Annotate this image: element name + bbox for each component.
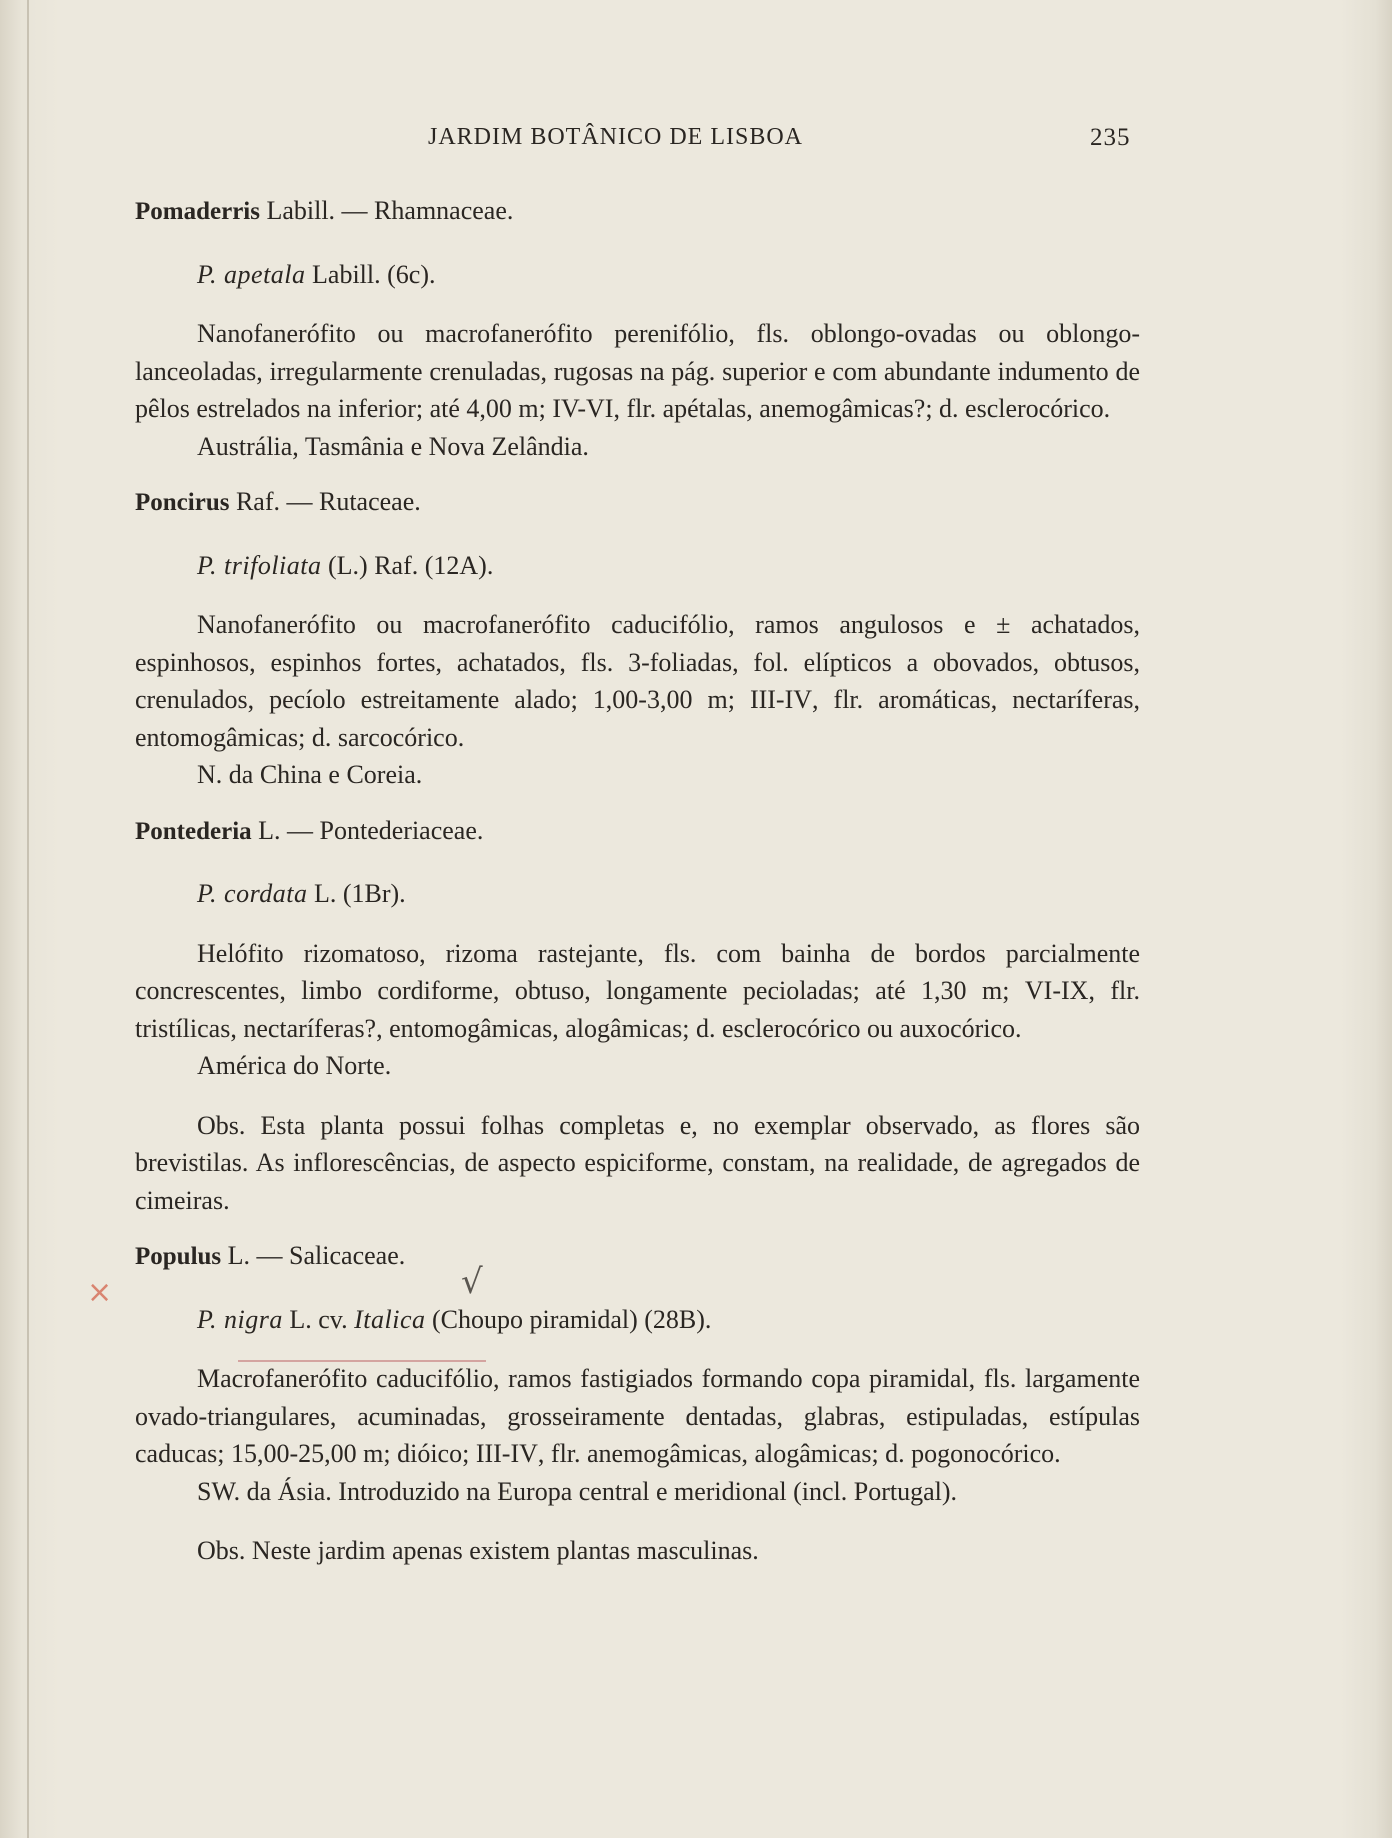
distribution: Austrália, Tasmânia e Nova Zelândia. xyxy=(197,431,589,461)
entry-pontederia xyxy=(135,812,1140,1220)
distribution: N. da China e Coreia. xyxy=(197,760,423,789)
description-text xyxy=(135,315,1140,428)
entry-poncirus xyxy=(135,483,1140,794)
genus-name: Pontederia xyxy=(135,817,252,845)
genus-authority: L. — Salicaceae. xyxy=(227,1241,406,1270)
page-header xyxy=(0,120,1392,160)
genus-name: Poncirus xyxy=(135,489,230,516)
distribution: América do Norte. xyxy=(197,1051,392,1080)
species-description xyxy=(135,606,1140,756)
species-name: P. cordata xyxy=(197,879,308,908)
description-part: Nanofanerófito ou macrofanerófito perenifólio, fls. oblongo-ovadas ou oblongo-lanceoladas, irregularmente crenuladas, rugosas na pág. superior e com abundante indumento de pêlos estrelados na inferior; até 4,00 m; xyxy=(135,319,1140,423)
species-heading xyxy=(197,256,1140,294)
binding-gutter xyxy=(27,0,29,1838)
species-reference: L. cv. xyxy=(289,1304,348,1334)
cultivar-name: Italica xyxy=(354,1304,426,1334)
description-part: Nanofanerófito ou macrofanerófito caducifólio, ramos angulosos e ± achatados, espinhosos, espinhos fortes, achatados, fls. 3-foliadas, fol. elípticos a obovados, obtusos, crenulados, pecíolo estreitamente alado; 1,00-3,00 m; xyxy=(135,610,1140,714)
species-description xyxy=(135,935,1140,1048)
entry-pomaderris xyxy=(135,192,1140,465)
genus-authority: Labill. — Rhamnaceae. xyxy=(266,196,514,225)
genus-heading xyxy=(135,483,1140,522)
page-number: 235 xyxy=(1090,124,1131,151)
flowering-months: III-IV xyxy=(475,1439,538,1468)
species-description xyxy=(135,1360,1140,1473)
description-part: , flr. aromáticas, nectaríferas, entomogâmicas; d. sarcocórico. xyxy=(135,685,1141,752)
species-reference: (L.) Raf. (12A). xyxy=(328,550,494,580)
species-name: P. trifoliata xyxy=(197,550,322,580)
species-heading xyxy=(197,875,1140,913)
flowering-months: III-IV xyxy=(749,685,813,714)
flowering-months: VI-IX xyxy=(1024,976,1089,1005)
species-heading xyxy=(197,1301,1140,1339)
genus-heading xyxy=(135,192,1140,231)
genus-name: Populus xyxy=(135,1243,222,1270)
observation-note: Obs. Esta planta possui folhas completas e, no exemplar observado, as flores são brevistilas. As inflorescências, de aspecto espiciforme, constam, na realidade, de agregados de cimeiras. xyxy=(135,1110,1140,1215)
description-part: , flr. anemogâmicas, alogâmicas; d. pogonocórico. xyxy=(537,1439,1061,1468)
species-name: P. nigra xyxy=(197,1304,283,1334)
distribution: SW. da Ásia. Introduzido na Europa central e meridional (incl. Portugal). xyxy=(197,1476,958,1506)
species-name: P. apetala xyxy=(197,259,306,289)
genus-heading xyxy=(135,1237,1140,1276)
species-reference: L. (1Br). xyxy=(313,879,406,908)
description-text xyxy=(135,935,1140,1048)
species-heading xyxy=(197,547,1140,585)
genus-authority: L. — Pontederiaceae. xyxy=(258,815,484,845)
description-part: Macrofanerófito caducifólio, ramos fastigiados formando copa piramidal, fls. largamente ovado-triangulares, acuminadas, grosseiramente dentadas, glabras, estipuladas, estípulas caducas; 15,00-25,00 m; dióico; xyxy=(135,1364,1140,1468)
genus-heading xyxy=(135,812,1140,851)
flowering-months: IV-VI xyxy=(552,394,614,423)
page-body xyxy=(135,192,1140,1588)
genus-name: Pomaderris xyxy=(135,198,260,225)
description-part: , flr. tristílicas, nectaríferas?, entomogâmicas, alogâmicas; d. esclerocórico ou auxocórico. xyxy=(135,976,1140,1043)
species-description xyxy=(135,315,1140,428)
species-common-name: (Choupo piramidal) (28B). xyxy=(431,1304,712,1334)
handwritten-cross-mark: × xyxy=(87,1275,113,1310)
species-reference: Labill. (6c). xyxy=(312,259,436,289)
entry-populus xyxy=(135,1237,1140,1570)
description-part: Helófito rizomatoso, rizoma rastejante, fls. com bainha de bordos parcialmente concrescentes, limbo cordiforme, obtuso, longamente pecioladas; até 1,30 m; xyxy=(135,938,1140,1005)
observation-note: Obs. Neste jardim apenas existem plantas masculinas. xyxy=(197,1536,759,1565)
description-part: , flr. apétalas, anemogâmicas?; d. esclerocórico. xyxy=(613,394,1111,423)
handwritten-check-mark: √ xyxy=(461,1262,483,1302)
description-text xyxy=(135,1360,1140,1473)
description-text xyxy=(135,606,1140,756)
running-title: JARDIM BOTÂNICO DE LISBOA xyxy=(428,124,804,150)
genus-authority: Raf. — Rutaceae. xyxy=(235,487,421,516)
